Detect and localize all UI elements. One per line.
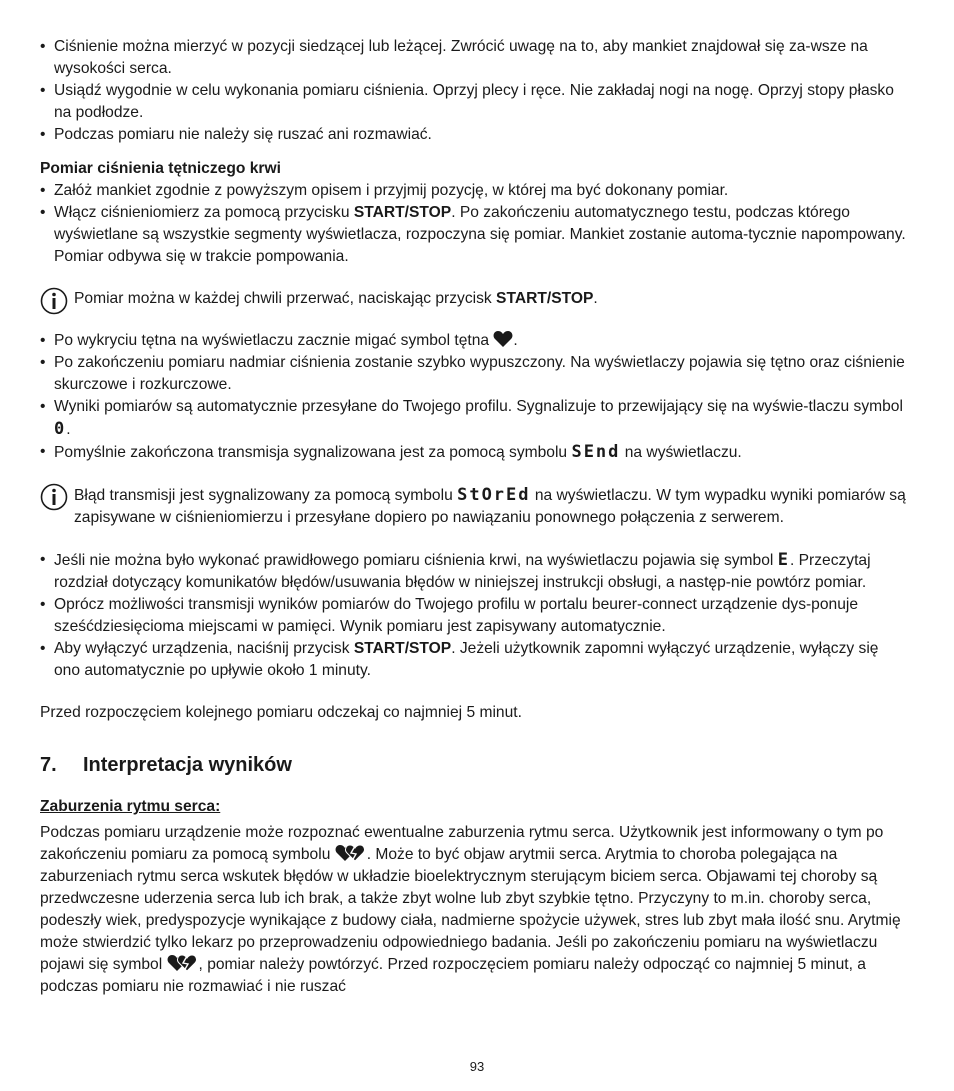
text: Aby wyłączyć urządzenia, naciśnij przycisk [54, 640, 350, 657]
section-title: Interpretacja wyników [83, 754, 292, 776]
measure-heading: Pomiar ciśnienia tętniczego krwi [40, 160, 281, 177]
page-number: 93 [469, 1059, 485, 1074]
positioning-list [40, 36, 906, 146]
list-item [40, 441, 906, 464]
section-number: 7. [40, 754, 57, 776]
text: Pomyślnie zakończona transmisja sygnalizowana jest za pomocą symbolu [54, 444, 568, 461]
text: Włącz ciśnieniomierz za pomocą przycisku [54, 204, 350, 221]
arrhythmia-paragraph [40, 822, 906, 998]
info-icon [40, 287, 68, 315]
text: . Przeczytaj rozdział dotyczący komunikatów błędów/usuwania błędów w niniejszej instrukcji obsługi, a następ-nie powtórz pomiar. [54, 552, 871, 591]
section-heading [40, 754, 906, 776]
result-list [40, 330, 906, 464]
list-item: • Ciśnienie można mierzyć w pozycji siedzącej lub leżącej. Zwrócić uwagę na to, aby mankiet znajdował się za-wsze na wysokości serca. [40, 36, 906, 80]
text: . [593, 290, 598, 307]
text: Po wykryciu tętna na wyświetlaczu zacznie migać symbol tętna [54, 332, 490, 349]
list-item: • Oprócz możliwości transmisji wyników pomiarów do Twojego profilu w portalu beurer-connect urządzenie dys-ponuje sześćdziesięcioma miejscami w pamięci. Wynik pomiaru jest zapisywany automatycznie. [40, 594, 906, 638]
text: Podczas pomiaru urządzenie może rozpoznać ewentualne zaburzenia rytmu serca. Użytkownik jest informowany o tym po zakończeniu pomiaru za pomocą symbolu [40, 824, 884, 863]
text: . Jeżeli użytkownik zapomni wyłączyć urządzenie, wyłączy się ono automatycznie po upływie około 1 minuty. [54, 640, 879, 679]
info-note [40, 288, 906, 310]
list-item [40, 396, 906, 441]
transfer-symbol: 0 [54, 419, 67, 439]
list-item: • Usiądź wygodnie w celu wykonania pomiaru ciśnienia. Oprzyj plecy i ręce. Nie zakładaj nogi na nogę. Oprzyj stopy płasko na podłodze. [40, 80, 906, 124]
send-symbol: SEnd [571, 442, 621, 462]
list-item [40, 549, 906, 594]
text: . Po zakończeniu automatycznego testu, podczas którego wyświetlane są wszystkie segmenty wyświetlacza, rozpoczyna się pomiar. Mankiet zostanie automa-tycznie napompowany. Pomiar odbywa się w trakcie pompowania. [54, 204, 906, 265]
list-item [40, 330, 906, 352]
start-stop-label: START/STOP [353, 640, 452, 657]
list-item [40, 638, 906, 682]
document-page [40, 36, 906, 998]
list-item: • Załóż mankiet zgodnie z powyższym opisem i przyjmij pozycję, w której ma być dokonany pomiar. [40, 180, 906, 202]
error-symbol: E [777, 550, 790, 570]
heart-icon [493, 330, 513, 348]
arrhythmia-heart-icon [335, 844, 367, 862]
start-stop-label: START/STOP [496, 290, 594, 307]
text: . [513, 332, 518, 349]
list-item: • Po zakończeniu pomiaru nadmiar ciśnienia zostanie szybko wypuszczony. Na wyświetlaczy pojawia się tętno oraz ciśnienie skurczowe i rozkurczowe. [40, 352, 906, 396]
wait-note: Przed rozpoczęciem kolejnego pomiaru odczekaj co najmniej 5 minut. [40, 704, 522, 721]
text: na wyświetlaczu. [624, 444, 742, 461]
stored-symbol: StOrEd [457, 485, 531, 505]
start-stop-label: START/STOP [353, 204, 452, 221]
arrhythmia-heading: Zaburzenia rytmu serca: [40, 798, 221, 815]
text: na wyświetlaczu. W tym wypadku wyniki pomiarów są zapisywane w ciśnieniomierzu i przesyłane dopiero po nawiązaniu ponownego połączenia z serwerem. [74, 487, 906, 526]
error-list [40, 549, 906, 682]
measure-list [40, 180, 906, 268]
info-note [40, 484, 906, 529]
info-icon [40, 483, 68, 511]
list-item [40, 202, 906, 268]
text: Jeśli nie można było wykonać prawidłowego pomiaru ciśnienia krwi, na wyświetlaczu pojawia się symbol [54, 552, 774, 569]
arrhythmia-heart-icon [167, 954, 199, 972]
text: , pomiar należy powtórzyć. Przed rozpoczęciem pomiaru należy odpocząć co najmniej 5 minut, a podczas pomiaru nie rozmawiać i nie ruszać [40, 956, 866, 995]
text: Pomiar można w każdej chwili przerwać, naciskając przycisk [74, 290, 492, 307]
list-item: • Podczas pomiaru nie należy się ruszać ani rozmawiać. [40, 124, 906, 146]
text: Błąd transmisji jest sygnalizowany za pomocą symbolu [74, 487, 453, 504]
text: . [66, 421, 71, 438]
text: Wyniki pomiarów są automatycznie przesyłane do Twojego profilu. Sygnalizuje to przewijający się na wyświe-tlaczu symbol [54, 398, 903, 415]
text: . Może to być objaw arytmii serca. Arytmia to choroba polegająca na zaburzeniach rytmu serca wskutek błędów w układzie bioelektrycznym sterującym biciem serca. Objawami tej choroby są przedwczesne uderzenia serca lub ich brak, a także zbyt wolne lub zbyt szybkie tętno. Przyczyny to m.in. choroby serca, podeszły wiek, predyspozycje wynikające z budowy ciała, nadmierne spożycie używek, stres lub zbyt mała ilość snu. Arytmię może stwierdzić tylko lekarz po przeprowadzeniu odpowiedniego badania. Jeśli po zakończeniu pomiaru na wyświetlaczu pojawi się symbol [40, 846, 901, 973]
